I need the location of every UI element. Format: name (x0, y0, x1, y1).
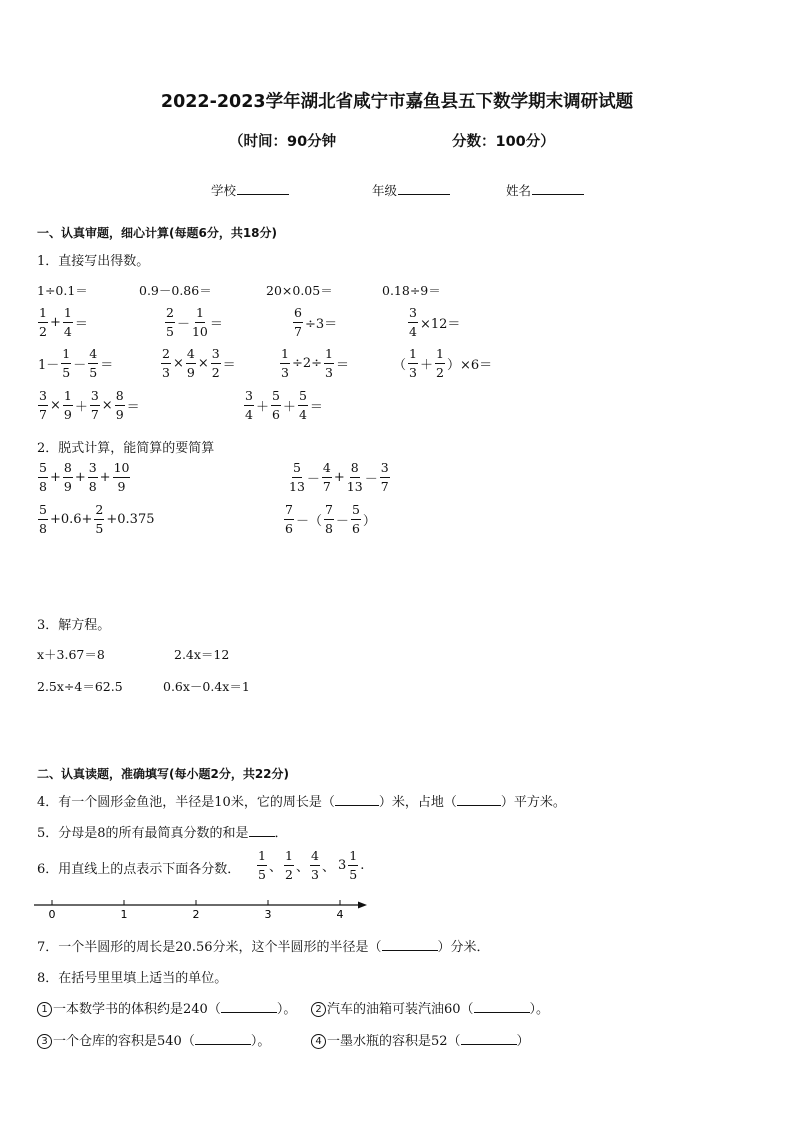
q3-eq-1: x＋3.67＝8 (37, 647, 105, 662)
denominator: 4 (298, 406, 307, 422)
fraction (63, 307, 73, 338)
q8-item-4-text-a: 一墨水瓶的容积是52（ (327, 1034, 461, 1049)
expr-text: － (176, 317, 190, 332)
fraction (63, 390, 73, 421)
fraction (90, 390, 100, 421)
school-label: 学校 (211, 183, 237, 198)
number-line-tick-label: 0 (48, 908, 56, 921)
numerator: 1 (38, 307, 48, 323)
fraction (408, 307, 418, 338)
expr-text: ＝ (100, 358, 114, 373)
q3-eq-3: 2.5x÷4＝62.5 (37, 679, 123, 694)
denominator: 8 (324, 520, 333, 536)
expr-text: 3 (338, 858, 347, 873)
denominator: 13 (346, 478, 363, 494)
expr-text: ）×6＝ (446, 358, 493, 373)
expr-text: ＝ (335, 358, 349, 373)
numerator: 3 (38, 390, 48, 406)
exam-score: 分数：100分） (452, 134, 555, 150)
q2-expr-a (37, 462, 131, 493)
expr-text: （ (393, 358, 407, 373)
number-line[interactable] (30, 893, 375, 925)
q1-expr-1: 1÷0.1＝ (37, 283, 88, 298)
expr-text: － (335, 514, 349, 529)
q6-fraction-3 (309, 850, 336, 881)
numerator: 2 (165, 307, 175, 323)
denominator: 3 (325, 364, 333, 380)
q7-text-a: 7．一个半圆形的周长是20.56分米，这个半圆形的半径是（ (37, 940, 382, 955)
number-line-tick-label: 3 (264, 908, 272, 921)
fraction (348, 850, 358, 881)
q2-expr-c (37, 504, 155, 535)
numerator: 4 (88, 348, 98, 364)
exam-time: （时间：90分钟 (229, 134, 337, 150)
q7-blank[interactable] (382, 939, 438, 951)
denominator: 5 (95, 520, 104, 536)
number-line-tick-label: 2 (192, 908, 200, 921)
numerator: 1 (61, 348, 71, 364)
q8-item-3-text-a: 一个仓库的容积是540（ (53, 1034, 195, 1049)
q7-text-b: ）分米． (437, 940, 490, 955)
q8-item-2 (311, 998, 549, 1017)
q1-expr-6 (164, 307, 224, 338)
q8-stem: 8．在括号里里填上适当的单位。 (37, 971, 228, 986)
fraction (38, 462, 48, 493)
q8-item-3-blank[interactable] (195, 1033, 251, 1045)
numerator: 4 (310, 850, 320, 866)
expr-text: 、 (321, 860, 335, 875)
number-line-arrow-icon (358, 902, 367, 909)
numerator: 1 (63, 390, 73, 406)
denominator: 9 (63, 406, 72, 422)
expr-text: ＝ (74, 317, 88, 332)
q8-item-1-blank[interactable] (221, 1001, 277, 1013)
fraction (63, 462, 73, 493)
denominator: 3 (162, 364, 170, 380)
fraction (211, 348, 221, 379)
expr-text: + (333, 470, 345, 485)
fraction (161, 348, 171, 379)
denominator: 7 (90, 406, 99, 422)
expr-text: +0.6+ (49, 512, 93, 527)
fraction (271, 390, 281, 421)
denominator: 2 (39, 323, 47, 339)
expr-text: + (49, 315, 61, 330)
name-blank[interactable] (532, 182, 584, 195)
q1-expr-10 (160, 348, 237, 379)
fraction (165, 307, 175, 338)
denominator: 3 (409, 364, 417, 380)
numerator: 3 (90, 390, 100, 406)
numerator: 1 (195, 307, 205, 323)
fraction (408, 348, 418, 379)
expr-text: － (364, 472, 378, 487)
denominator: 5 (349, 866, 358, 882)
q6-stem: 6．用直线上的点表示下面各分数． (37, 862, 241, 877)
numerator: 1 (257, 850, 267, 866)
q4-blank-area[interactable] (457, 794, 501, 806)
fraction (115, 390, 125, 421)
q2-expr-d (283, 504, 377, 535)
denominator: 3 (311, 866, 319, 882)
numerator: 1 (408, 348, 418, 364)
denominator: 4 (409, 323, 417, 339)
denominator: 7 (39, 406, 47, 422)
denominator: 9 (117, 478, 126, 494)
fraction (310, 850, 320, 881)
numerator: 5 (271, 390, 281, 406)
q3-eq-2: 2.4x＝12 (174, 647, 230, 662)
q8-item-2-blank[interactable] (474, 1001, 530, 1013)
numerator: 5 (292, 462, 302, 478)
numerator: 5 (298, 390, 308, 406)
fraction (380, 462, 390, 493)
numerator: 3 (244, 390, 254, 406)
fraction (94, 504, 104, 535)
circled-number-3-icon: 3 (37, 1034, 52, 1049)
expr-text: ＝ (126, 400, 140, 415)
expr-text: × (172, 356, 184, 371)
fraction (38, 504, 48, 535)
denominator: 3 (281, 364, 289, 380)
expr-text: ＝ (209, 317, 223, 332)
numerator: 1 (284, 850, 294, 866)
denominator: 9 (186, 364, 195, 380)
expr-text: × (49, 398, 61, 413)
denominator: 5 (166, 323, 174, 339)
q1-expr-8 (407, 307, 461, 338)
q1-expr-13 (37, 390, 141, 421)
numerator: 2 (161, 348, 171, 364)
expr-text: × (101, 398, 113, 413)
fraction (61, 348, 71, 379)
q5-text-a: 5．分母是8的所有最简真分数的和是 (37, 826, 249, 841)
denominator: 2 (285, 866, 293, 882)
fraction (324, 504, 334, 535)
denominator: 5 (89, 364, 98, 380)
q1-expr-7 (292, 307, 338, 338)
fraction (88, 462, 98, 493)
number-line-tick-label: 1 (120, 908, 128, 921)
q8-item-3 (37, 1030, 270, 1049)
expr-text: + (49, 470, 61, 485)
numerator: 5 (351, 504, 361, 520)
numerator: 6 (293, 307, 303, 323)
q1-expr-12 (392, 348, 493, 379)
numerator: 3 (408, 307, 418, 323)
expr-text: ＋ (419, 358, 433, 373)
q6-fraction-1 (256, 850, 283, 881)
school-field[interactable] (211, 181, 289, 199)
fraction (351, 504, 361, 535)
fraction (284, 850, 294, 881)
fraction (298, 390, 308, 421)
fraction (347, 462, 363, 493)
expr-text: ＝ (222, 358, 236, 373)
q6-fraction-2 (283, 850, 310, 881)
denominator: 10 (191, 323, 208, 339)
fraction (257, 850, 267, 881)
denominator: 8 (39, 520, 47, 536)
expr-text: × (197, 356, 209, 371)
page-title: 2022-2023学年湖北省咸宁市嘉鱼县五下数学期末调研试题 (160, 92, 634, 112)
numerator: 5 (38, 462, 48, 478)
school-blank[interactable] (237, 182, 289, 195)
denominator: 2 (211, 364, 220, 380)
q4 (37, 791, 566, 810)
q8-item-2-text-b: ）。 (529, 1002, 550, 1017)
q1-expr-9 (37, 348, 114, 379)
numerator: 10 (113, 462, 131, 478)
fraction (38, 390, 48, 421)
q1-expr-14 (243, 390, 324, 421)
circled-number-1-icon: 1 (37, 1002, 52, 1017)
q3-eq-4: 0.6x－0.4x＝1 (163, 679, 250, 694)
section1-heading: 一、认真审题，细心计算(每题6分，共18分) (37, 226, 278, 240)
denominator: 8 (88, 478, 97, 494)
denominator: 6 (351, 520, 360, 536)
numerator: 2 (94, 504, 104, 520)
fraction (322, 462, 332, 493)
numerator: 1 (63, 307, 73, 323)
q2-stem: 2．脱式计算，能简算的要简算 (37, 441, 215, 456)
expr-text: 、 (295, 860, 309, 875)
q2-expr-b (288, 462, 391, 493)
fraction (38, 307, 48, 338)
expr-text: + (74, 470, 86, 485)
numerator: 1 (280, 348, 290, 364)
expr-text: . (360, 858, 365, 873)
q6-fraction-4 (337, 850, 365, 881)
numerator: 1 (348, 850, 358, 866)
numerator: 3 (88, 462, 98, 478)
numerator: 8 (63, 462, 73, 478)
denominator: 7 (380, 478, 389, 494)
numerator: 3 (380, 462, 390, 478)
expr-text: ＋ (255, 400, 269, 415)
q4-text-c: ）平方米。 (500, 795, 566, 810)
denominator: 2 (435, 364, 444, 380)
q8-item-2-text-a: 汽车的油箱可装汽油60（ (327, 1002, 474, 1017)
denominator: 7 (294, 323, 302, 339)
q4-blank-circumference[interactable] (335, 794, 379, 806)
q3-stem: 3．解方程。 (37, 618, 111, 633)
expr-text: +0.375 (106, 512, 155, 527)
q8-item-1 (37, 998, 296, 1017)
q4-text-a: 4．有一个圆形金鱼池，半径是10米，它的周长是（ (37, 795, 335, 810)
numerator: 1 (435, 348, 445, 364)
denominator: 9 (115, 406, 124, 422)
q5-blank[interactable] (249, 825, 275, 837)
grade-field[interactable] (372, 181, 450, 199)
denominator: 4 (63, 323, 72, 339)
q4-text-b: ）米，占地（ (378, 795, 457, 810)
expr-text: ＝ (309, 400, 323, 415)
denominator: 6 (285, 520, 293, 536)
name-label: 姓名 (506, 183, 532, 198)
numerator: 8 (350, 462, 360, 478)
q1-expr-11 (279, 348, 350, 379)
expr-text: 1－ (38, 358, 60, 373)
fraction (192, 307, 208, 338)
expr-text: ＋ (74, 400, 88, 415)
numerator: 1 (324, 348, 334, 364)
q1-expr-3: 20×0.05＝ (266, 283, 333, 298)
numerator: 5 (38, 504, 48, 520)
fraction (244, 390, 254, 421)
expr-text: + (99, 470, 111, 485)
section2-heading: 二、认真读题，准确填写(每小题2分，共22分) (37, 767, 290, 781)
fraction (284, 504, 294, 535)
expr-text: ÷2÷ (291, 356, 323, 371)
denominator: 5 (258, 866, 266, 882)
q1-expr-4: 0.18÷9＝ (382, 283, 441, 298)
q1-expr-5 (37, 307, 89, 338)
q8-item-4 (311, 1030, 530, 1049)
q5 (37, 822, 288, 841)
circled-number-2-icon: 2 (311, 1002, 326, 1017)
fraction (186, 348, 196, 379)
denominator: 4 (245, 406, 253, 422)
expr-text: ＋ (282, 400, 296, 415)
grade-label: 年级 (372, 183, 398, 198)
fraction (113, 462, 131, 493)
q7 (37, 936, 490, 955)
q5-text-b: ． (274, 826, 288, 841)
fraction (289, 462, 305, 493)
expr-text: 、 (268, 860, 282, 875)
q8-item-4-text-b: ） (516, 1034, 530, 1049)
numerator: 7 (324, 504, 334, 520)
denominator: 5 (62, 364, 71, 380)
q8-item-3-text-b: ）。 (250, 1034, 271, 1049)
expr-text: ×12＝ (419, 317, 461, 332)
expr-text: ） (362, 514, 376, 529)
numerator: 3 (211, 348, 221, 364)
denominator: 8 (39, 478, 47, 494)
fraction (435, 348, 445, 379)
expr-text: － (73, 358, 87, 373)
circled-number-4-icon: 4 (311, 1034, 326, 1049)
denominator: 9 (63, 478, 72, 494)
grade-blank[interactable] (398, 182, 450, 195)
expr-text: － (306, 472, 320, 487)
name-field[interactable] (506, 181, 584, 199)
numerator: 4 (322, 462, 332, 478)
denominator: 13 (289, 478, 305, 494)
q8-item-1-text-a: 一本数学书的体积约是240（ (53, 1002, 221, 1017)
number-line-tick-label: 4 (336, 908, 344, 921)
q1-expr-2: 0.9－0.86＝ (139, 283, 212, 298)
fraction (280, 348, 290, 379)
fraction (293, 307, 303, 338)
expr-text: ÷3＝ (304, 317, 338, 332)
q1-stem: 1．直接写出得数。 (37, 254, 150, 269)
fraction (324, 348, 334, 379)
denominator: 7 (322, 478, 331, 494)
q8-item-1-text-b: ）。 (276, 1002, 297, 1017)
expr-text: －（ (295, 514, 322, 529)
denominator: 6 (271, 406, 280, 422)
numerator: 7 (284, 504, 294, 520)
numerator: 8 (115, 390, 125, 406)
fraction (88, 348, 98, 379)
q8-item-4-blank[interactable] (461, 1033, 517, 1045)
numerator: 4 (186, 348, 196, 364)
